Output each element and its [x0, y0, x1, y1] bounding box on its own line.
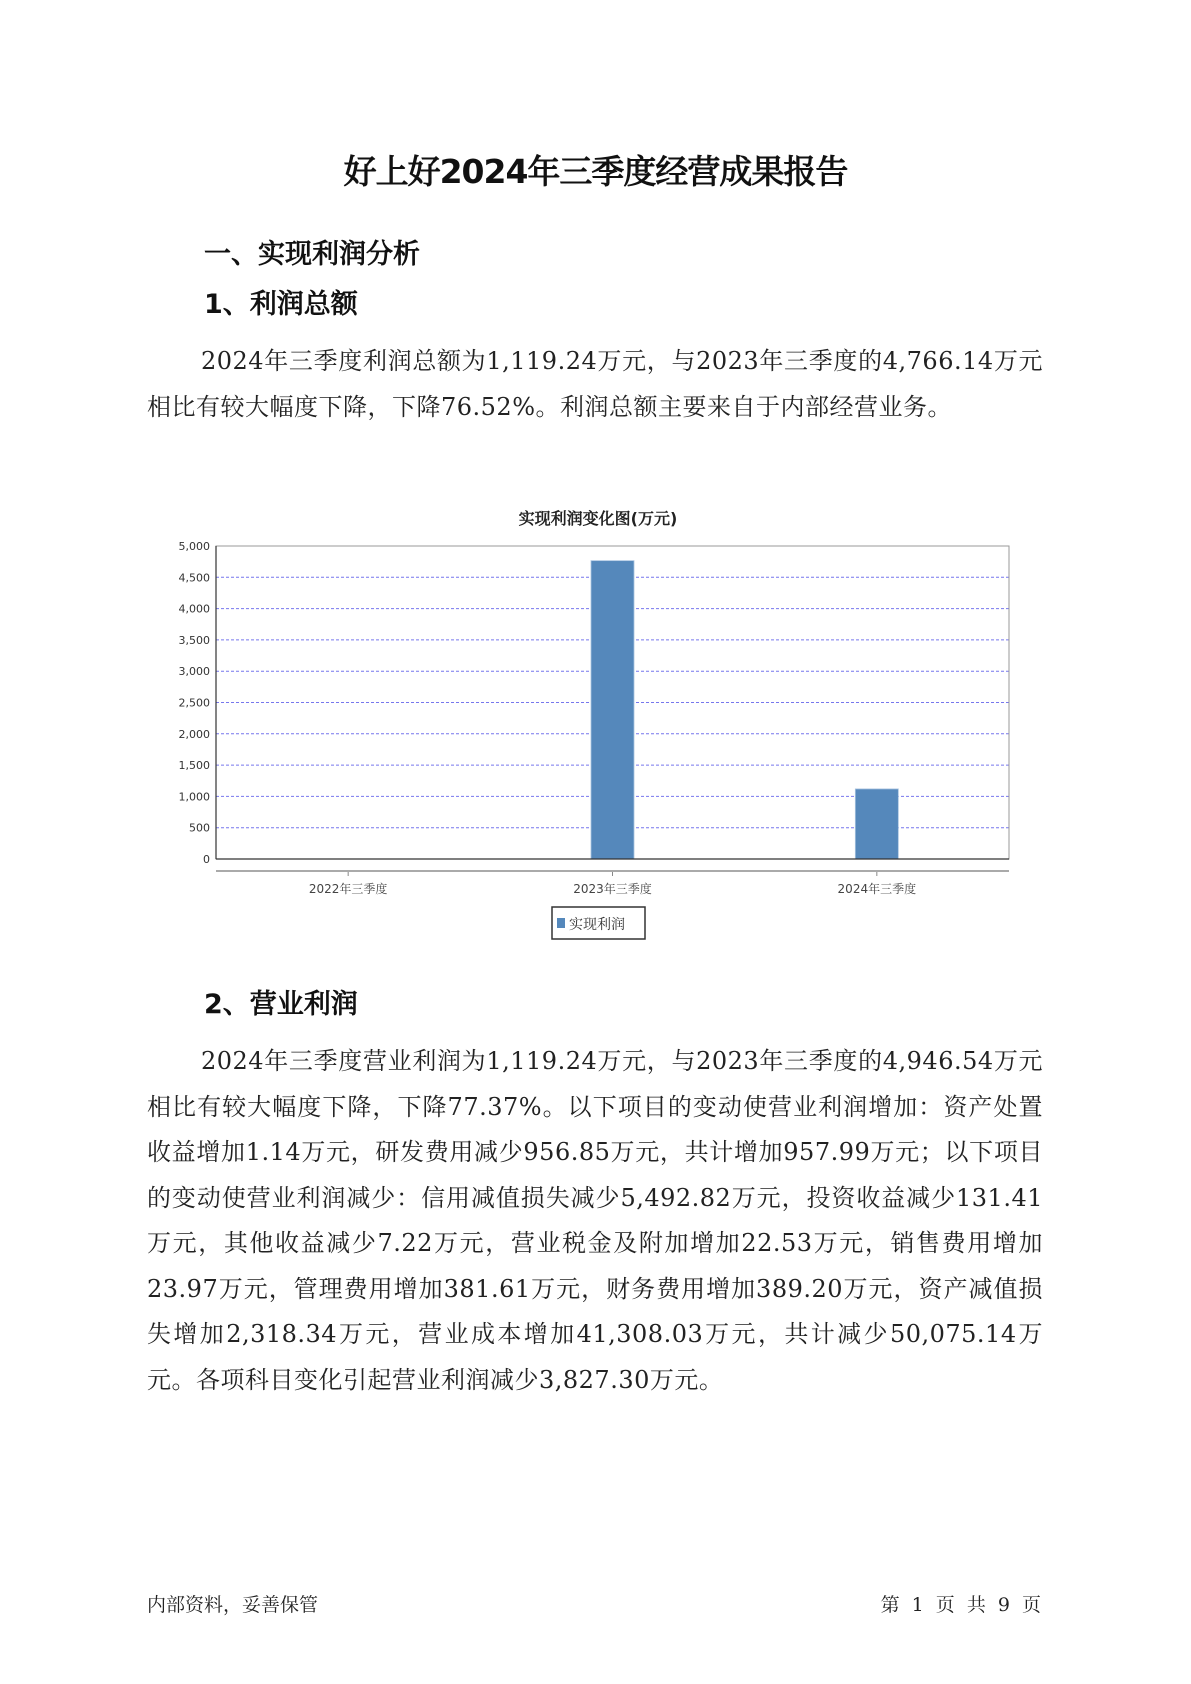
x-axis-ticks	[309, 871, 916, 896]
total-profit-paragraph: 2024年三季度利润总额为1,119.24万元，与2023年三季度的4,766.14万元相比有较大幅度下降，下降76.52%。利润总额主要来自于内部经营业务。	[147, 347, 1043, 421]
y-tick-label: 1,500	[178, 759, 210, 773]
bar	[855, 789, 898, 859]
legend-label: 实现利润	[569, 917, 625, 933]
bar	[591, 561, 634, 859]
y-tick-label: 5,000	[178, 540, 210, 553]
y-tick-label: 4,500	[178, 571, 210, 585]
y-tick-label: 2,000	[178, 727, 210, 741]
footer-page-number: 第 1 页 共 9 页	[880, 1594, 1041, 1616]
y-tick-label: 3,000	[178, 665, 210, 679]
footer-confidential-note: 内部资料，妥善保管	[147, 1594, 319, 1616]
chart-bars	[591, 561, 898, 859]
chart-legend	[552, 907, 645, 939]
legend-swatch	[557, 918, 565, 928]
x-tick-label: 2022年三季度	[308, 882, 388, 896]
profit-bar-chart	[0, 480, 1191, 960]
y-tick-label: 1,000	[178, 790, 210, 804]
x-tick-label: 2023年三季度	[573, 882, 652, 896]
y-tick-label: 2,500	[178, 696, 210, 710]
x-tick-label: 2024年三季度	[837, 882, 917, 896]
y-tick-label: 4,000	[178, 602, 210, 616]
report-title: 好上好2024年三季度经营成果报告	[343, 152, 848, 191]
section-heading-profit-analysis: 一、实现利润分析	[204, 239, 420, 270]
y-tick-label: 500	[189, 821, 210, 835]
chart-title: 实现利润变化图(万元)	[518, 509, 678, 528]
y-tick-label: 3,500	[178, 633, 210, 647]
operating-profit-paragraph: 2024年三季度营业利润为1,119.24万元，与2023年三季度的4,946.54万元相比有较大幅度下降，下降77.37%。以下项目的变动使营业利润增加：资产处置收益增加1.14万元，研发费用减少956.85万元，共计增加957.99万元；以下项目的变动使营业利润减少：信用减值损失减少5,492.82万元，投资收益减少131.41万元，其他收益减少7.22万元，营业税金及附加增加22.53万元，销售费用增加23.97万元，管理费用增加381.61万元，财务费用增加389.20万元，资产减值损失增加2,318.34万元，营业成本增加41,308.03万元，共计减少50,075.14万元。各项科目变化引起营业利润减少3,827.30万元。	[147, 1047, 1043, 1394]
y-axis-ticks	[179, 540, 211, 866]
subsection-heading-operating-profit: 2、营业利润	[204, 989, 358, 1020]
subsection-heading-total-profit: 1、利润总额	[204, 289, 358, 320]
y-tick-label: 0	[203, 853, 210, 866]
